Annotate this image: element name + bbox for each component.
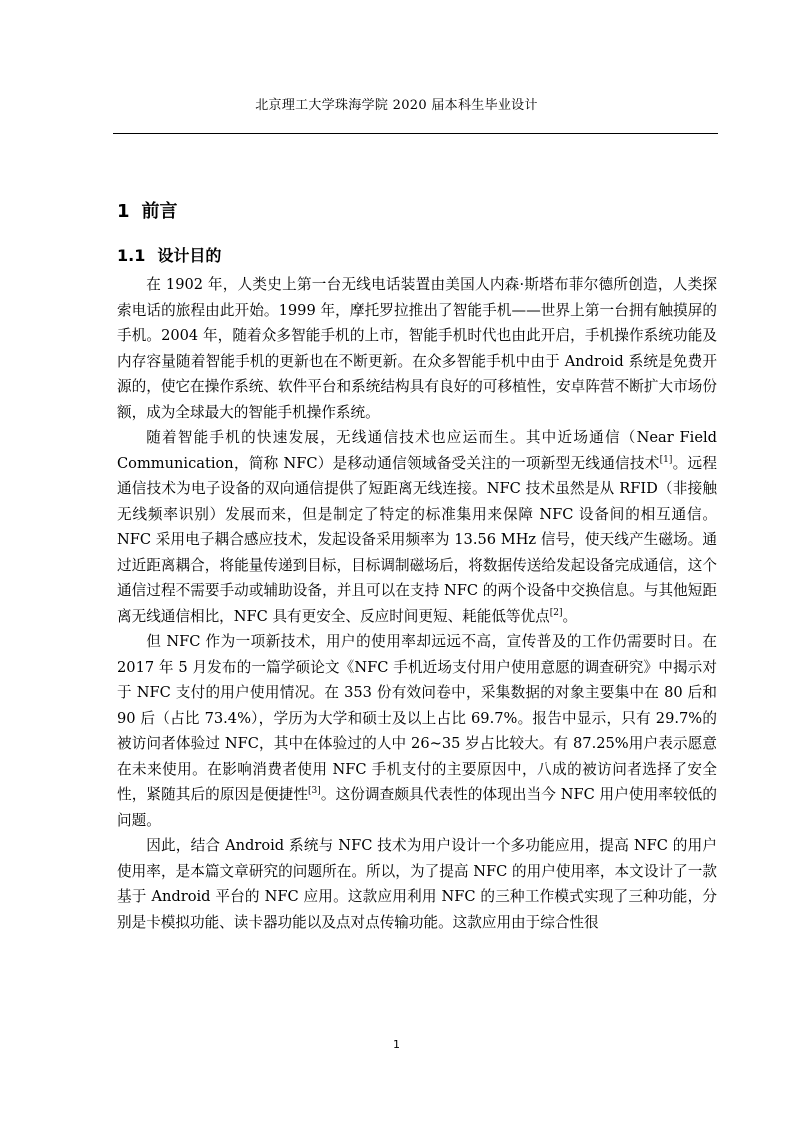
section-number: 1.1 xyxy=(117,246,146,265)
body-paragraph xyxy=(117,833,717,935)
chapter-number: 1 xyxy=(117,201,130,222)
header-title: 北京理工大学珠海学院 2020 届本科生毕业设计 xyxy=(255,98,538,113)
citation-ref: [2] xyxy=(549,607,563,618)
body-paragraph xyxy=(117,425,717,629)
chapter-title: 前言 xyxy=(141,201,178,222)
header-rule xyxy=(113,133,718,134)
paragraph-text: 。远程通信技术为电子设备的双向通信提供了短距离无线连接。NFC 技术虽然是从 RFID（非接触无线频率识别）发展而来，但是制定了特定的标准集用来保障 NFC 设备间的相互通信。NFC 采用电子耦合感应技术，发起设备采用频率为 13.56 MHz 信号，使天线产生磁场。通过近距离耦合，将能量传递到目标，目标调制磁场后，将数据传送给发起设备完成通信，这个通信过程不需要手动或辅助设备，并且可以在支持 NFC 的两个设备中交换信息。与其他短距离无线通信相比，NFC 具有更安全、反应时间更短、耗能低等优点 xyxy=(117,454,717,625)
paragraph-text: 但 NFC 作为一项新技术，用户的使用率却远远不高，宣传普及的工作仍需要时日。在 2017 年 5 月发布的一篇学硕论文《NFC 手机近场支付用户使用意愿的调查研究》中揭示对于 NFC 支付的用户使用情况。在 353 份有效问卷中，采集数据的对象主要集中在 80 后和 90 后（占比 73.4%），学历为大学和硕士及以上占比 69.7%。报告中显示，只有 29.7%的被访问者体验过 NFC，其中在体验过的人中 26~35 岁占比较大。有 87.25%用户表示愿意在未来使用。在影响消费者使用 NFC 手机支付的主要原因中，八成的被访问者选择了安全性，紧随其后的原因是便捷性 xyxy=(117,633,717,803)
paragraph-text: 。 xyxy=(562,607,578,625)
chapter-heading xyxy=(117,196,717,228)
section-title: 设计目的 xyxy=(157,246,222,265)
section-heading xyxy=(117,242,717,270)
body-text xyxy=(117,272,717,935)
page-content xyxy=(117,196,717,935)
citation-ref: [3] xyxy=(308,786,321,797)
paragraph-text: 。这份调查颇具代表性的体现出当今 NFC 用户使用率较低的问题。 xyxy=(117,786,717,829)
body-paragraph xyxy=(117,629,717,833)
page-number: 1 xyxy=(393,1038,400,1051)
paragraph-text: 随着智能手机的快速发展，无线通信技术也应运而生。其中近场通信（Near Field Communication，简称 NFC）是移动通信领域备受关注的一项新型无线通信技术 xyxy=(117,429,717,472)
paragraph-text: 因此，结合 Android 系统与 NFC 技术为用户设计一个多功能应用，提高 NFC 的用户使用率，是本篇文章研究的问题所在。所以，为了提高 NFC 的用户使用率，本文设计了一款基于 Android 平台的 NFC 应用。这款应用利用 NFC 的三种工作模式实现了三种功能，分别是卡模拟功能、读卡器功能以及点对点传输功能。这款应用由于综合性很 xyxy=(117,837,717,931)
citation-ref: [1] xyxy=(659,454,673,465)
paragraph-text: 在 1902 年，人类史上第一台无线电话装置由美国人内森·斯塔布菲尔德所创造，人类探索电话的旅程由此开始。1999 年，摩托罗拉推出了智能手机——世界上第一台拥有触摸屏的手机。2004 年，随着众多智能手机的上市，智能手机时代也由此开启，手机操作系统功能及内存容量随着智能手机的更新也在不断更新。在众多智能手机中由于 Android 系统是免费开源的，使它在操作系统、软件平台和系统结构具有良好的可移植性，安卓阵营不断扩大市场份额，成为全球最大的智能手机操作系统。 xyxy=(117,276,717,421)
body-paragraph xyxy=(117,272,717,425)
